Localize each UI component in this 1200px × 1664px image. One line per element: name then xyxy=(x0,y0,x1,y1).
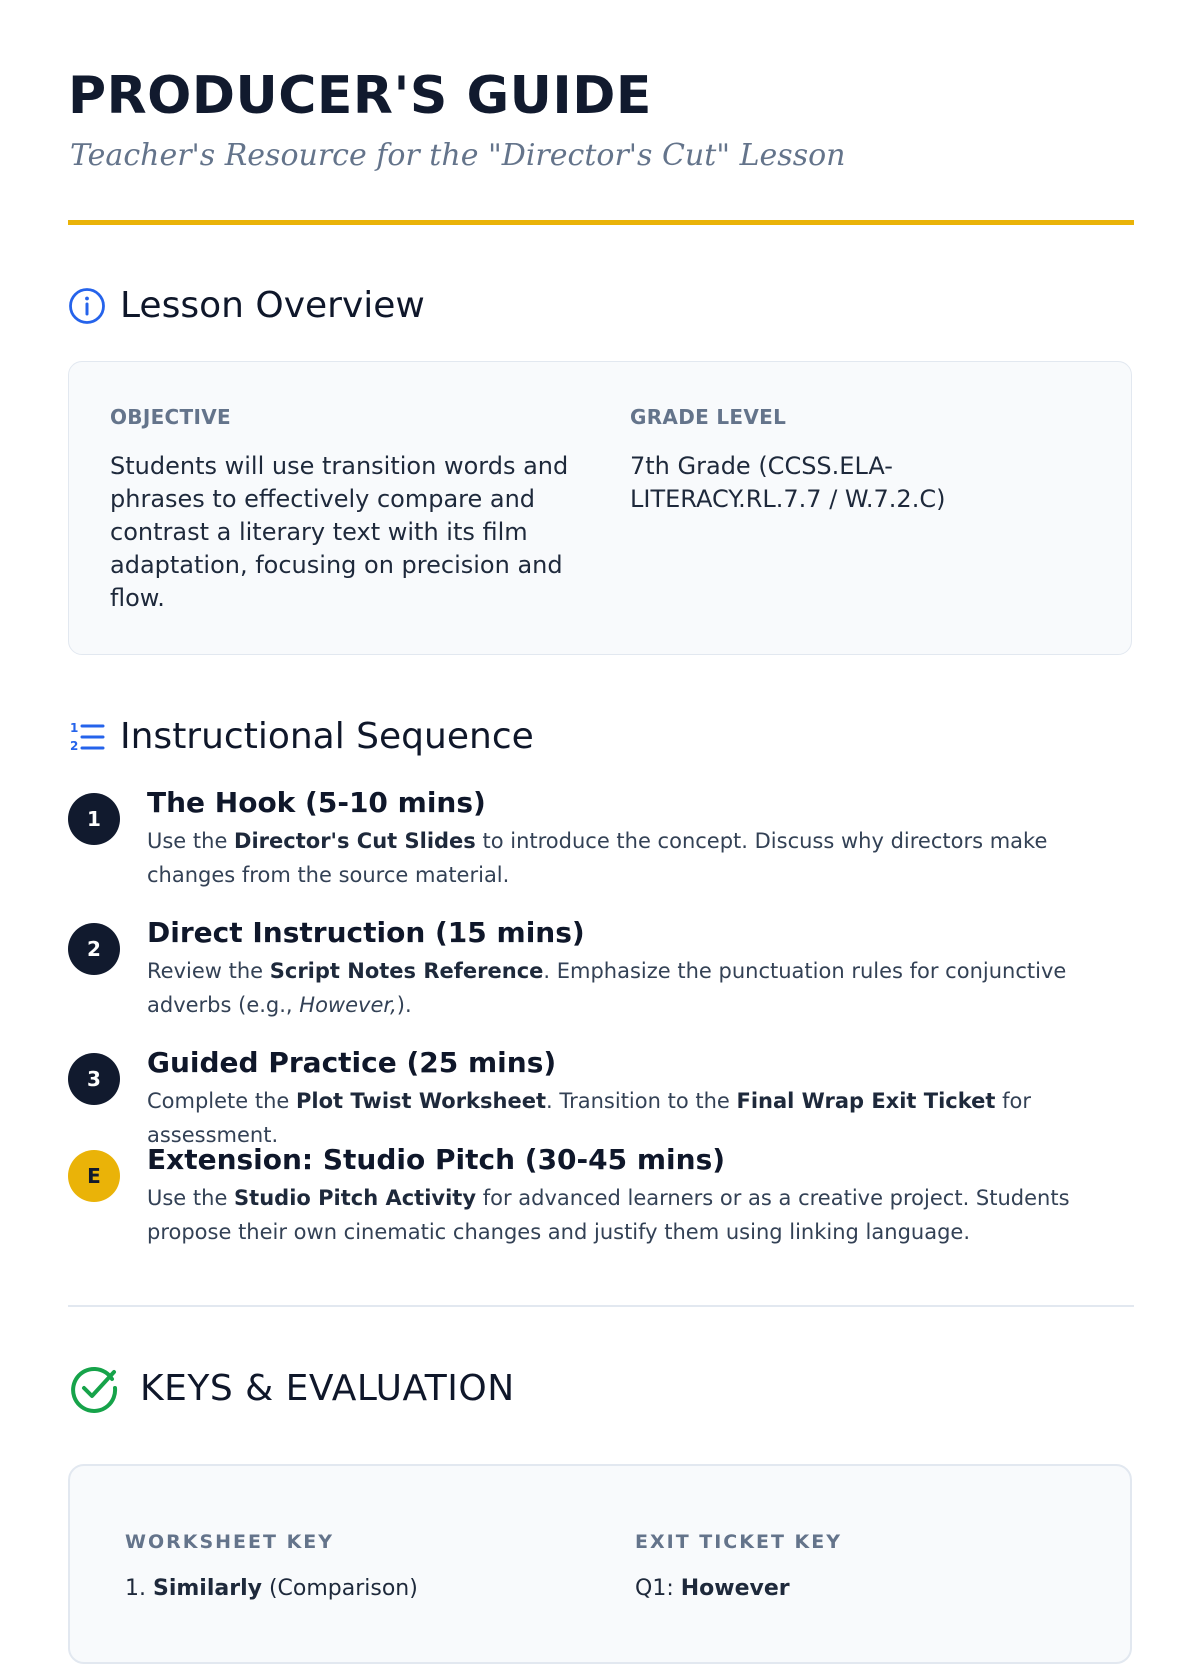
step-extension-badge: E xyxy=(68,1150,120,1202)
resource-name: Director's Cut Slides xyxy=(234,829,476,853)
keys-evaluation-header xyxy=(68,1362,515,1414)
step-title: Extension: Studio Pitch (30-45 mins) xyxy=(147,1143,726,1176)
instructional-sequence-header xyxy=(68,716,534,757)
grade-level-text: 7th Grade (CCSS.ELA-LITERACY.RL.7.7 / W.7.2.C) xyxy=(630,452,946,513)
exit-ticket-key-item: Q1: However xyxy=(635,1576,790,1601)
resource-name: Plot Twist Worksheet xyxy=(296,1089,547,1113)
numbered-list-icon xyxy=(68,718,106,756)
worksheet-key-item: 1. Similarly (Comparison) xyxy=(125,1576,418,1601)
page-subtitle: Teacher's Resource for the "Director's Cut" Lesson xyxy=(70,138,846,173)
step-description: Use the Director's Cut Slides to introduce the concept. Discuss why directors make changes from the source material. xyxy=(147,829,1048,887)
page-title: PRODUCER'S GUIDE xyxy=(68,66,652,126)
step-description: Complete the Plot Twist Worksheet. Transition to the Final Wrap Exit Ticket for assessment. xyxy=(147,1089,1031,1147)
instructional-sequence-heading: Instructional Sequence xyxy=(120,716,534,757)
overview-card xyxy=(68,361,1132,655)
svg-text:1: 1 xyxy=(70,720,79,735)
worksheet-key-label: WORKSHEET KEY xyxy=(125,1531,335,1553)
resource-name: Final Wrap Exit Ticket xyxy=(736,1089,996,1113)
step-description: Use the Studio Pitch Activity for advanced learners or as a creative project. Students propose their own cinematic changes and justify them using linking language. xyxy=(147,1186,1070,1244)
objective-label: OBJECTIVE xyxy=(110,405,231,429)
step-number-badge: 3 xyxy=(68,1053,120,1105)
lesson-overview-header xyxy=(68,285,425,326)
step-number-badge: 1 xyxy=(68,793,120,845)
step-title: Guided Practice (25 mins) xyxy=(147,1046,557,1079)
objective-text: Students will use transition words and phrases to effectively compare and contrast a literary text with its film adaptation, focusing on precision and flow. xyxy=(110,452,569,612)
info-circle-icon xyxy=(68,287,106,325)
lesson-overview-heading: Lesson Overview xyxy=(120,285,425,326)
keys-card xyxy=(68,1464,1132,1664)
step-description: Review the Script Notes Reference. Emphasize the punctuation rules for conjunctive adverbs (e.g., However,). xyxy=(147,959,1067,1017)
resource-name: Script Notes Reference xyxy=(269,959,544,983)
svg-text:2: 2 xyxy=(70,738,79,753)
step-title: Direct Instruction (15 mins) xyxy=(147,916,585,949)
resource-name: Studio Pitch Activity xyxy=(234,1186,477,1210)
grade-level-label: GRADE LEVEL xyxy=(630,405,787,429)
check-circle-icon xyxy=(68,1362,120,1414)
section-divider xyxy=(68,1305,1134,1307)
keys-evaluation-heading: KEYS & EVALUATION xyxy=(140,1367,515,1409)
exit-ticket-key-label: EXIT TICKET KEY xyxy=(635,1531,842,1553)
step-number-badge: 2 xyxy=(68,923,120,975)
step-title: The Hook (5-10 mins) xyxy=(147,786,486,819)
title-divider xyxy=(68,220,1134,225)
